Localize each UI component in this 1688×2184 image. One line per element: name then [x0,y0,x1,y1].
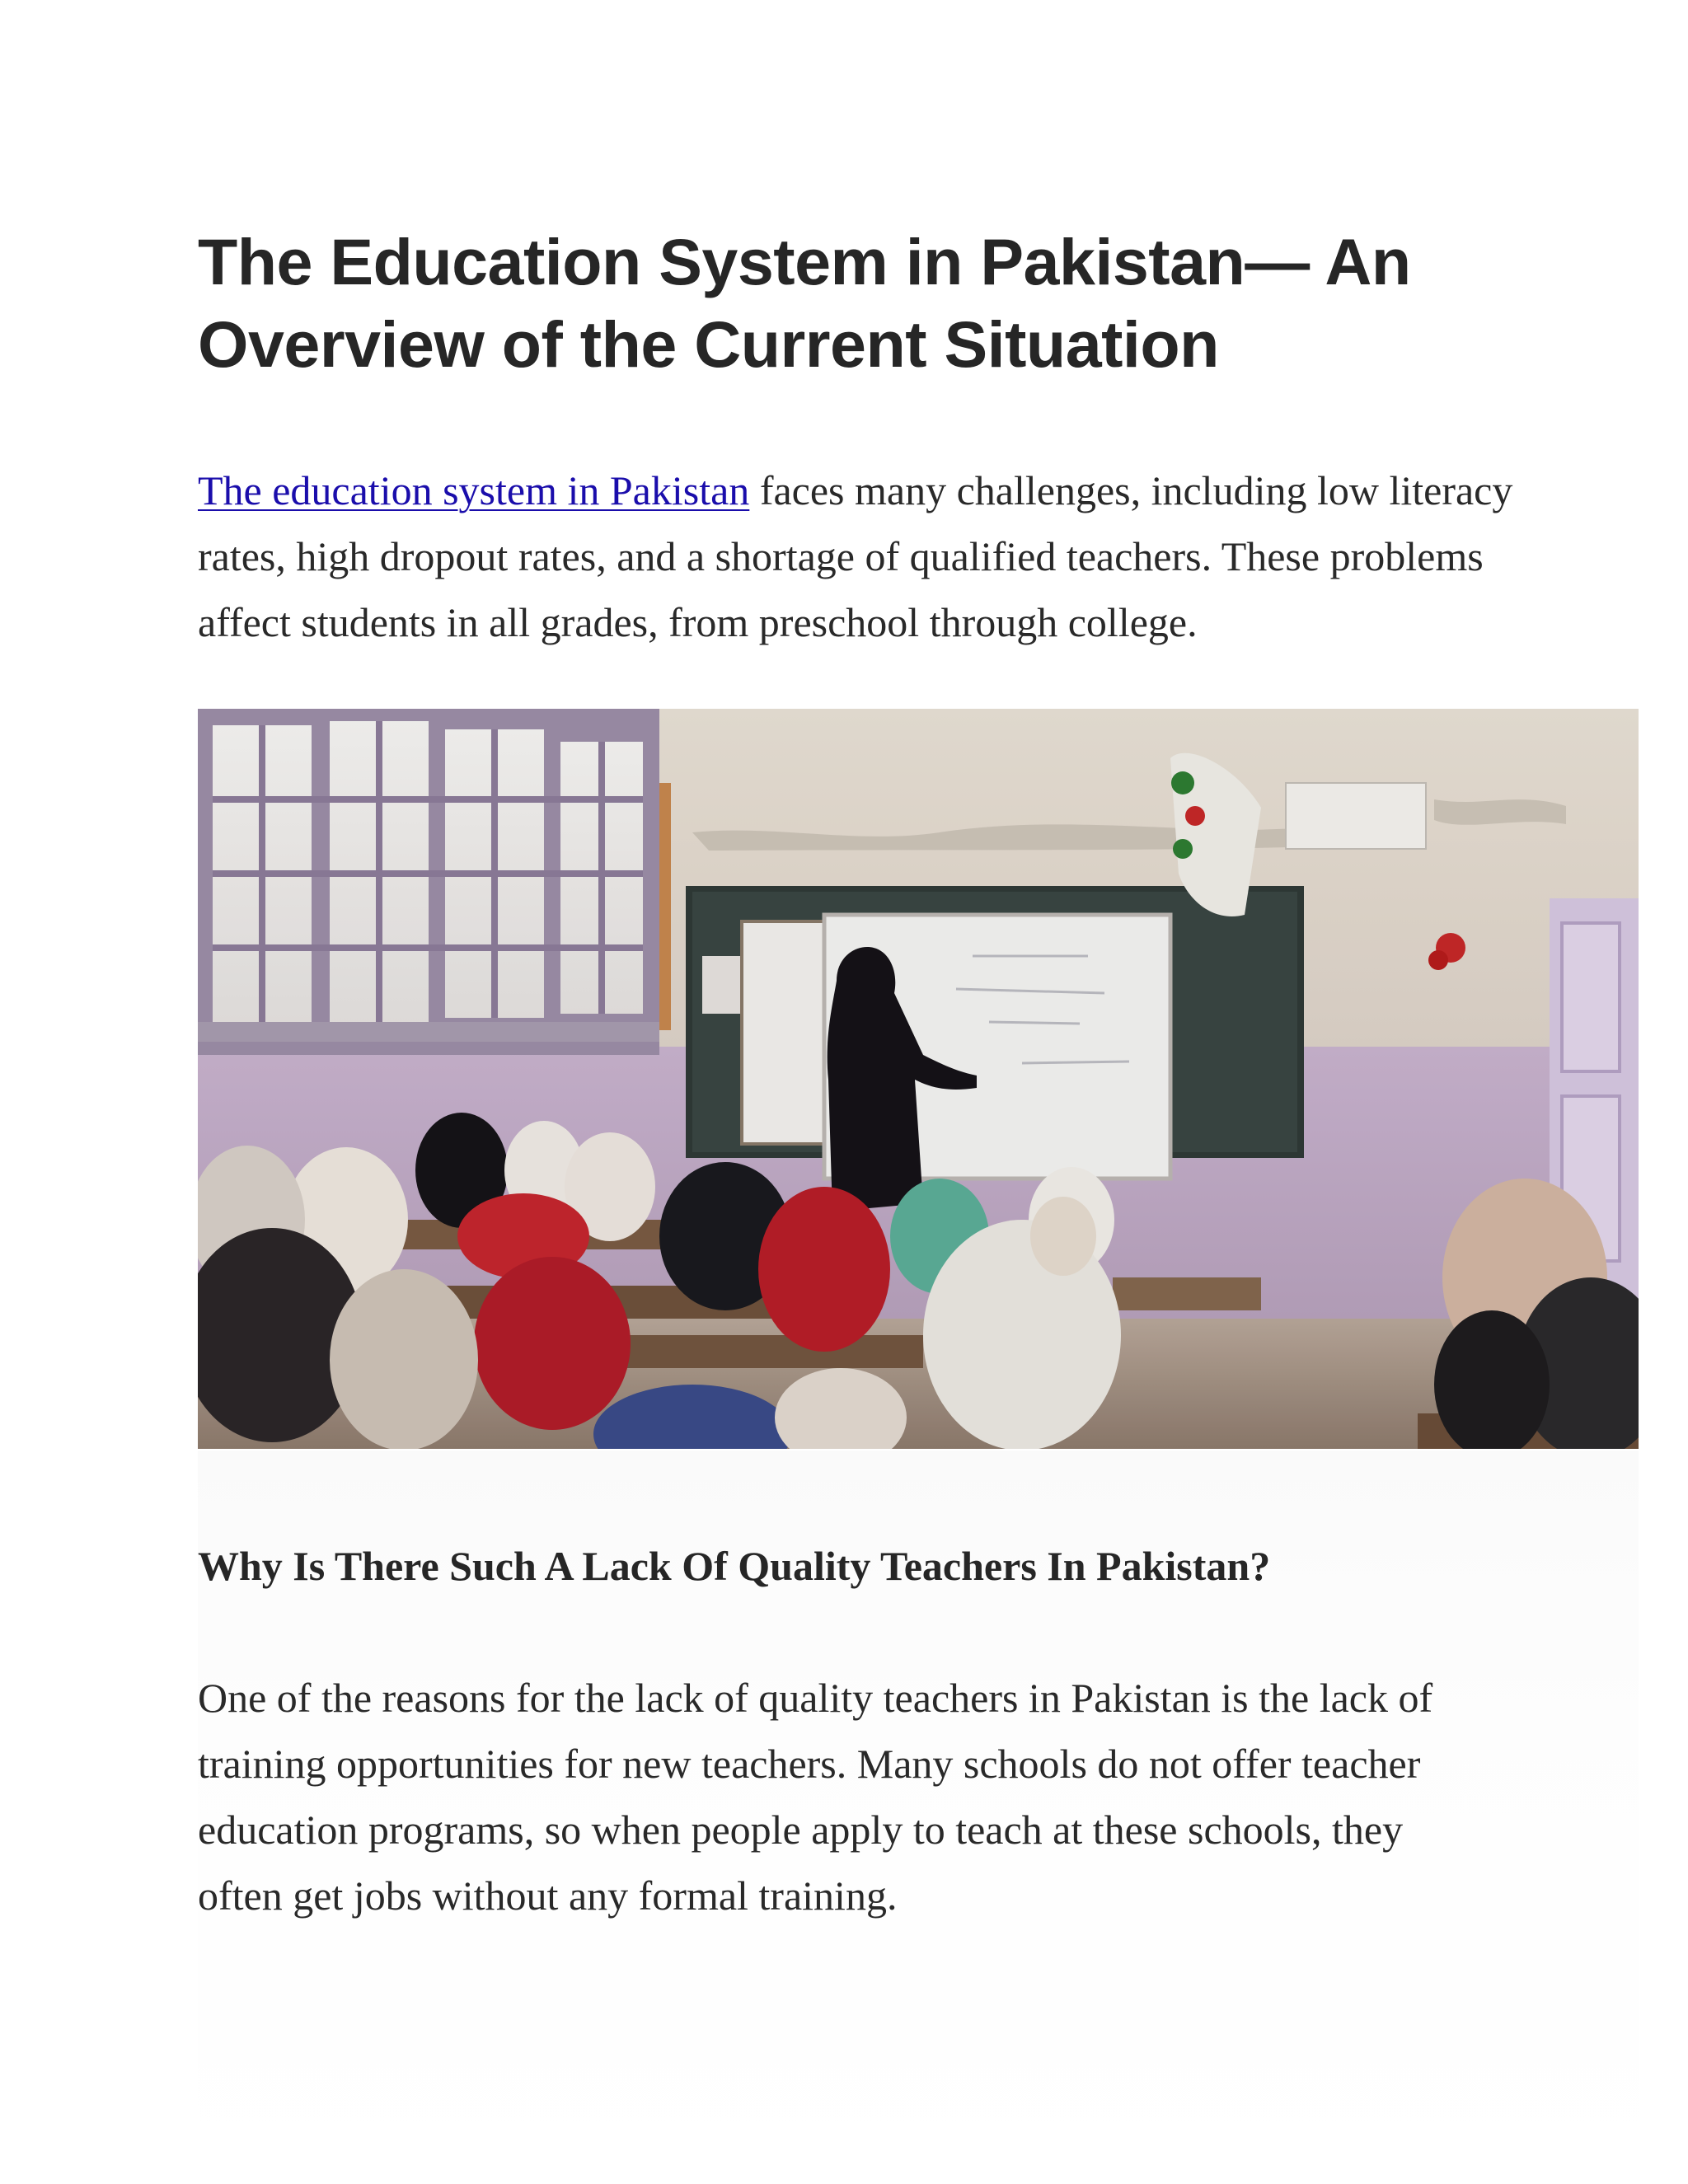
article-title: The Education System in Pakistan— An Overview of the Current Situation [198,225,1411,381]
section-heading: Why Is There Such A Lack Of Quality Teachers In Pakistan? [198,1543,1271,1589]
education-system-link[interactable]: The education system in Pakistan [198,467,750,513]
body-paragraph: One of the reasons for the lack of quality teachers in Pakistan is the lack of training opportunities for new teachers. Many schools do not offer teacher education programs, so when people apply to teach at these schools, they often get jobs without any formal training. [198,1675,1433,1919]
classroom-photo [198,709,1639,1449]
intro-paragraph [198,457,1533,655]
intro-paragraph-text: faces many challenges, including low literacy rates, high dropout rates, and a shortage of qualified teachers. These problems affect students in all grades, from preschool through college. [198,467,1513,645]
classroom-illustration [198,709,1639,1449]
